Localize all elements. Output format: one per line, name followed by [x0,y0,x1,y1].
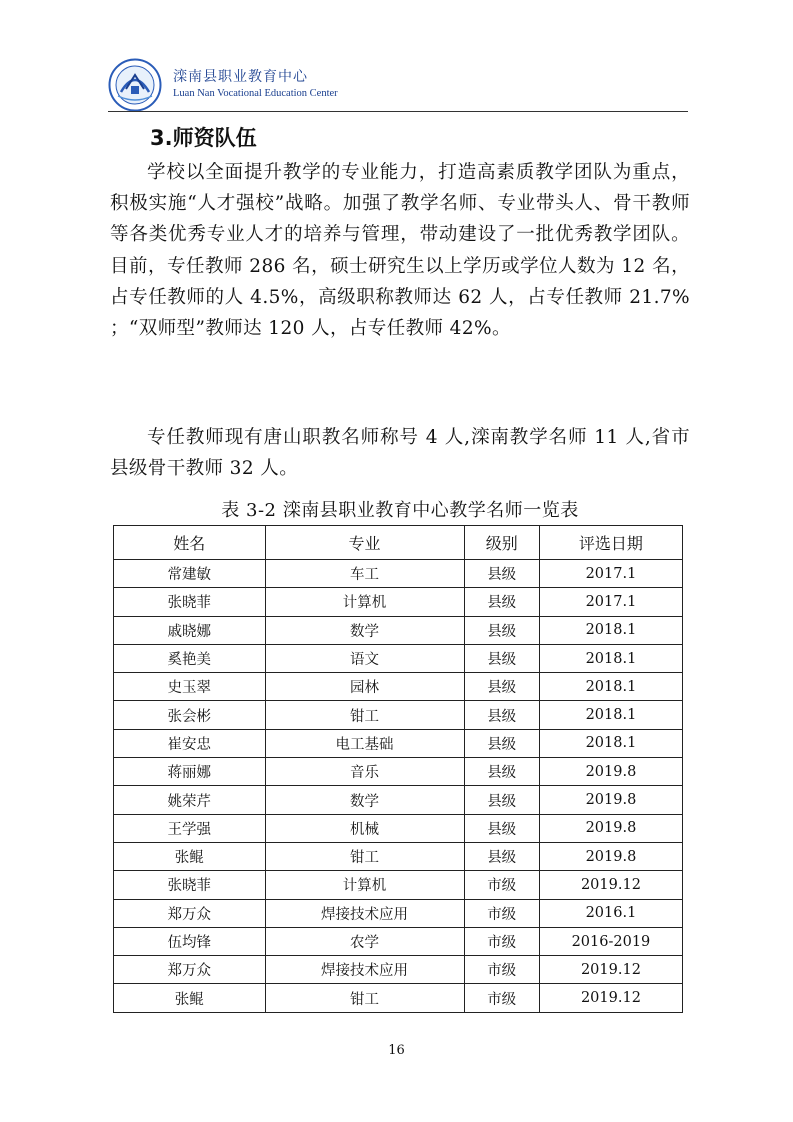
cell-major: 电工基础 [265,729,464,757]
cell-major: 钳工 [265,984,464,1012]
cell-name: 张晓菲 [114,588,266,616]
table-header-row [114,526,683,560]
cell-level: 县级 [464,729,539,757]
header-level: 级别 [464,526,539,560]
cell-name: 姚荣芹 [114,786,266,814]
cell-major: 音乐 [265,758,464,786]
cell-date: 2018.1 [539,616,682,644]
page-number: 16 [388,1043,405,1058]
cell-level: 市级 [464,927,539,955]
cell-name: 常建敏 [114,560,266,588]
cell-name: 张鲲 [114,842,266,870]
cell-name: 郑万众 [114,899,266,927]
table-row [114,899,683,927]
cell-major: 机械 [265,814,464,842]
cell-name: 蒋丽娜 [114,758,266,786]
cell-major: 计算机 [265,588,464,616]
table-row [114,644,683,672]
table-row [114,701,683,729]
header-date: 评选日期 [539,526,682,560]
table-row [114,673,683,701]
cell-name: 崔安忠 [114,729,266,757]
school-emblem-icon [108,58,162,112]
famous-teachers-table [113,525,683,1013]
cell-level: 县级 [464,644,539,672]
cell-date: 2019.8 [539,842,682,870]
cell-major: 语文 [265,644,464,672]
cell-date: 2018.1 [539,729,682,757]
table-row [114,729,683,757]
cell-name: 张晓菲 [114,871,266,899]
header-name: 姓名 [114,526,266,560]
cell-date: 2019.8 [539,758,682,786]
cell-major: 焊接技术应用 [265,956,464,984]
paragraph-faculty-overview: 学校以全面提升教学的专业能力，打造高素质教学团队为重点，积极实施“人才强校”战略。加强了教学名师、专业带头人、骨干教师等各类优秀专业人才的培养与管理，带动建设了一批优秀教学团队。目前，专任教师 286 名，硕士研究生以上学历或学位人数为 12 名，占专任教师的人 4.5%，高级职称教师达 62 人，占专任教师 21.7% ；“双师型”教师达 120 人，占专任教师 42%。 [110,162,690,340]
table-row [114,927,683,955]
page-header [108,58,688,112]
cell-name: 张鲲 [114,984,266,1012]
cell-name: 奚艳美 [114,644,266,672]
cell-level: 县级 [464,560,539,588]
org-name-cn: 滦南县职业教育中心 [173,69,308,85]
cell-level: 县级 [464,701,539,729]
cell-name: 王学强 [114,814,266,842]
cell-level: 市级 [464,899,539,927]
section-title: 3.师资队伍 [150,126,257,150]
paragraph-famous-teachers: 专任教师现有唐山职教名师称号 4 人,滦南教学名师 11 人,省市县级骨干教师 32 人。 [110,427,690,480]
table-row [114,842,683,870]
table-row [114,871,683,899]
table-row [114,758,683,786]
table-row [114,616,683,644]
table-row [114,984,683,1012]
cell-date: 2019.12 [539,871,682,899]
cell-level: 县级 [464,842,539,870]
cell-major: 计算机 [265,871,464,899]
cell-major: 焊接技术应用 [265,899,464,927]
cell-level: 县级 [464,786,539,814]
cell-name: 戚晓娜 [114,616,266,644]
cell-level: 县级 [464,588,539,616]
cell-level: 县级 [464,814,539,842]
cell-level: 县级 [464,673,539,701]
cell-date: 2016-2019 [539,927,682,955]
cell-major: 园林 [265,673,464,701]
table-row [114,560,683,588]
cell-major: 农学 [265,927,464,955]
cell-date: 2019.8 [539,814,682,842]
table-row [114,588,683,616]
cell-level: 县级 [464,758,539,786]
table-caption: 表 3-2 滦南县职业教育中心教学名师一览表 [221,500,579,521]
header-divider [108,111,688,112]
table-row [114,786,683,814]
cell-major: 钳工 [265,842,464,870]
cell-level: 市级 [464,984,539,1012]
table-row [114,814,683,842]
cell-date: 2019.8 [539,786,682,814]
cell-major: 数学 [265,616,464,644]
table-row [114,956,683,984]
cell-date: 2017.1 [539,560,682,588]
cell-name: 郑万众 [114,956,266,984]
cell-date: 2019.12 [539,956,682,984]
cell-date: 2019.12 [539,984,682,1012]
header-major: 专业 [265,526,464,560]
cell-name: 史玉翠 [114,673,266,701]
org-name-en: Luan Nan Vocational Education Center [173,88,338,99]
cell-major: 钳工 [265,701,464,729]
cell-date: 2018.1 [539,644,682,672]
cell-level: 县级 [464,616,539,644]
cell-date: 2017.1 [539,588,682,616]
cell-name: 伍均锋 [114,927,266,955]
cell-level: 市级 [464,956,539,984]
cell-date: 2018.1 [539,701,682,729]
cell-date: 2018.1 [539,673,682,701]
cell-major: 车工 [265,560,464,588]
cell-name: 张会彬 [114,701,266,729]
cell-date: 2016.1 [539,899,682,927]
cell-major: 数学 [265,786,464,814]
cell-level: 市级 [464,871,539,899]
